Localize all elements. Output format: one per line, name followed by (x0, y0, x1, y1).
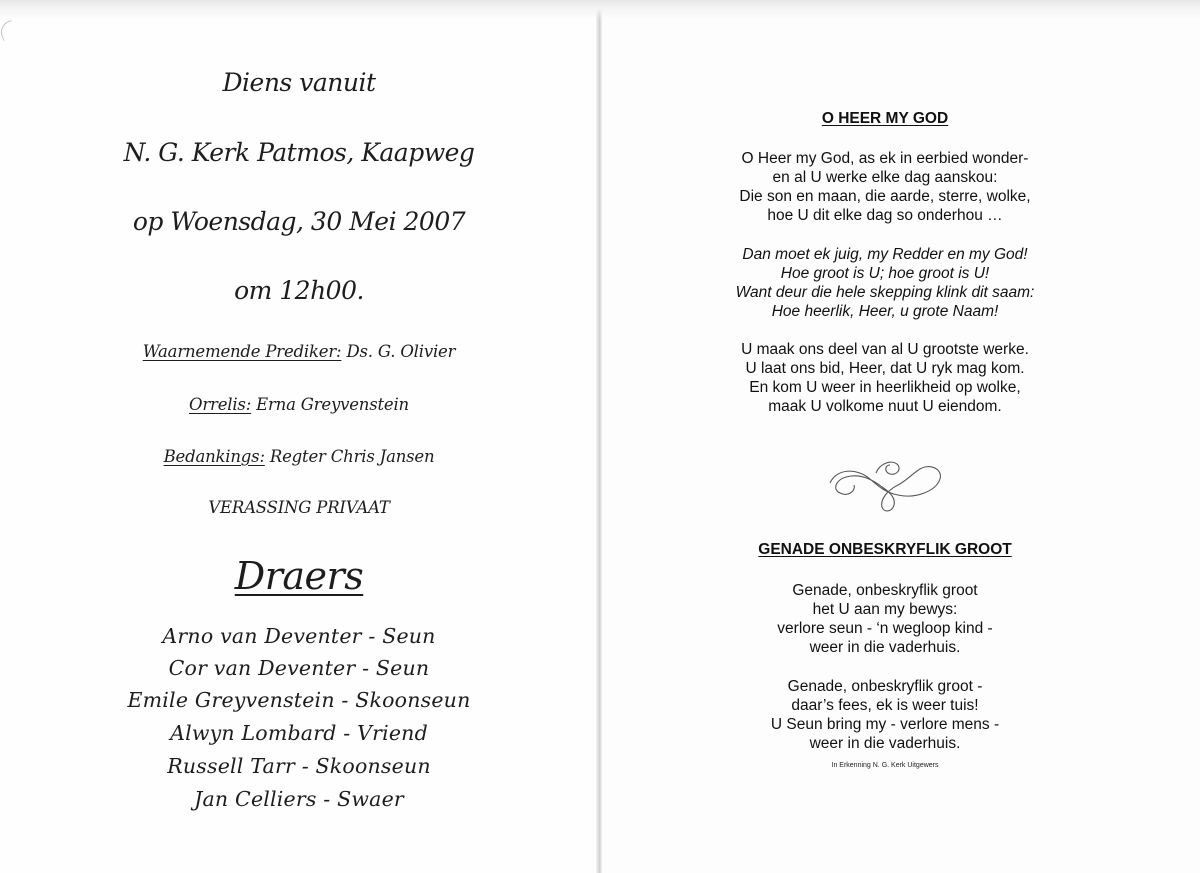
officiating-value: Ds. G. Olivier (346, 342, 456, 361)
thanks-label: Bedankings: (163, 447, 265, 466)
scan-top-edge (0, 0, 1200, 20)
service-date: op Woensdag, 30 Mei 2007 (132, 207, 466, 236)
service-heading: Diens vanuit (222, 68, 376, 97)
hymn2-verse2-line: daar’s fees, ek is weer tuis! (791, 697, 979, 714)
hymn2-verse2-line: U Seun bring my - verlore mens - (770, 716, 1000, 733)
bearer-item: Cor van Deventer - Seun (168, 656, 430, 680)
hymn1-chorus-line: Dan moet ek juig, my Redder en my God! (742, 246, 1028, 263)
hymn2-verse1-line: weer in die vaderhuis. (809, 639, 961, 656)
organist-line (0, 395, 598, 414)
bearers-title: Draers (234, 554, 364, 598)
hymn1-verse2-line: U laat ons bid, Heer, dat U ryk mag kom. (745, 360, 1025, 377)
hymn1-chorus-line: Hoe heerlik, Heer, u grote Naam! (771, 303, 999, 320)
cremation-notice: VERASSING PRIVAAT (208, 498, 390, 517)
organist-value: Erna Greyvenstein (256, 395, 409, 414)
bearer-item: Emile Greyvenstein - Skoonseun (127, 688, 471, 712)
hymn2-verse1-line: het U aan my bewys: (812, 601, 958, 618)
hymn1-verse2-line: U maak ons deel van al U grootste werke. (741, 341, 1029, 358)
hymn1-verse1-line: hoe U dit elke dag so onderhou … (767, 207, 1003, 224)
hymn1-verse1-line: en al U werke elke dag aanskou: (772, 169, 998, 186)
flourish-ornament-icon (826, 455, 944, 515)
bearer-item: Arno van Deventer - Seun (162, 624, 436, 648)
service-time: om 12h00. (234, 276, 364, 305)
hymn1-verse1-line: O Heer my God, as ek in eerbied wonder- (741, 150, 1029, 167)
publisher-credit: In Erkenning N. G. Kerk Uitgewers (831, 762, 939, 769)
hymn2-verse1-line: verlore seun - ‘n wegloop kind - (777, 620, 993, 637)
hymn2-verse1-line: Genade, onbeskryflik groot (792, 582, 978, 599)
bearer-item: Jan Celliers - Swaer (194, 787, 404, 811)
hymn1-verse1-line: Die son en maan, die aarde, sterre, wolke, (739, 188, 1031, 205)
hymn1-verse2-line: En kom U weer in heerlikheid op wolke, (749, 379, 1021, 396)
thanks-line (0, 447, 598, 466)
church-name: N. G. Kerk Patmos, Kaapweg (123, 138, 475, 167)
hymn2-verse2-line: weer in die vaderhuis. (809, 735, 961, 752)
officiating-line (0, 342, 598, 361)
hymn1-title: O HEER MY GOD (821, 110, 949, 127)
hymn1-verse2-line: maak U volkome nuut U eiendom. (768, 398, 1002, 415)
hymn1-chorus-line: Want deur die hele skepping klink dit saam: (735, 284, 1035, 301)
bearer-item: Alwyn Lombard - Vriend (170, 721, 428, 745)
hymn1-chorus-line: Hoe groot is U; hoe groot is U! (780, 265, 990, 282)
bearer-item: Russell Tarr - Skoonseun (167, 754, 431, 778)
thanks-value: Regter Chris Jansen (269, 447, 435, 466)
organist-label: Orrelis: (189, 395, 252, 414)
officiating-label: Waarnemende Prediker: (142, 342, 342, 361)
hymn2-title: GENADE ONBESKRYFLIK GROOT (758, 541, 1012, 558)
hymn2-verse2-line: Genade, onbeskryflik groot - (787, 678, 983, 695)
